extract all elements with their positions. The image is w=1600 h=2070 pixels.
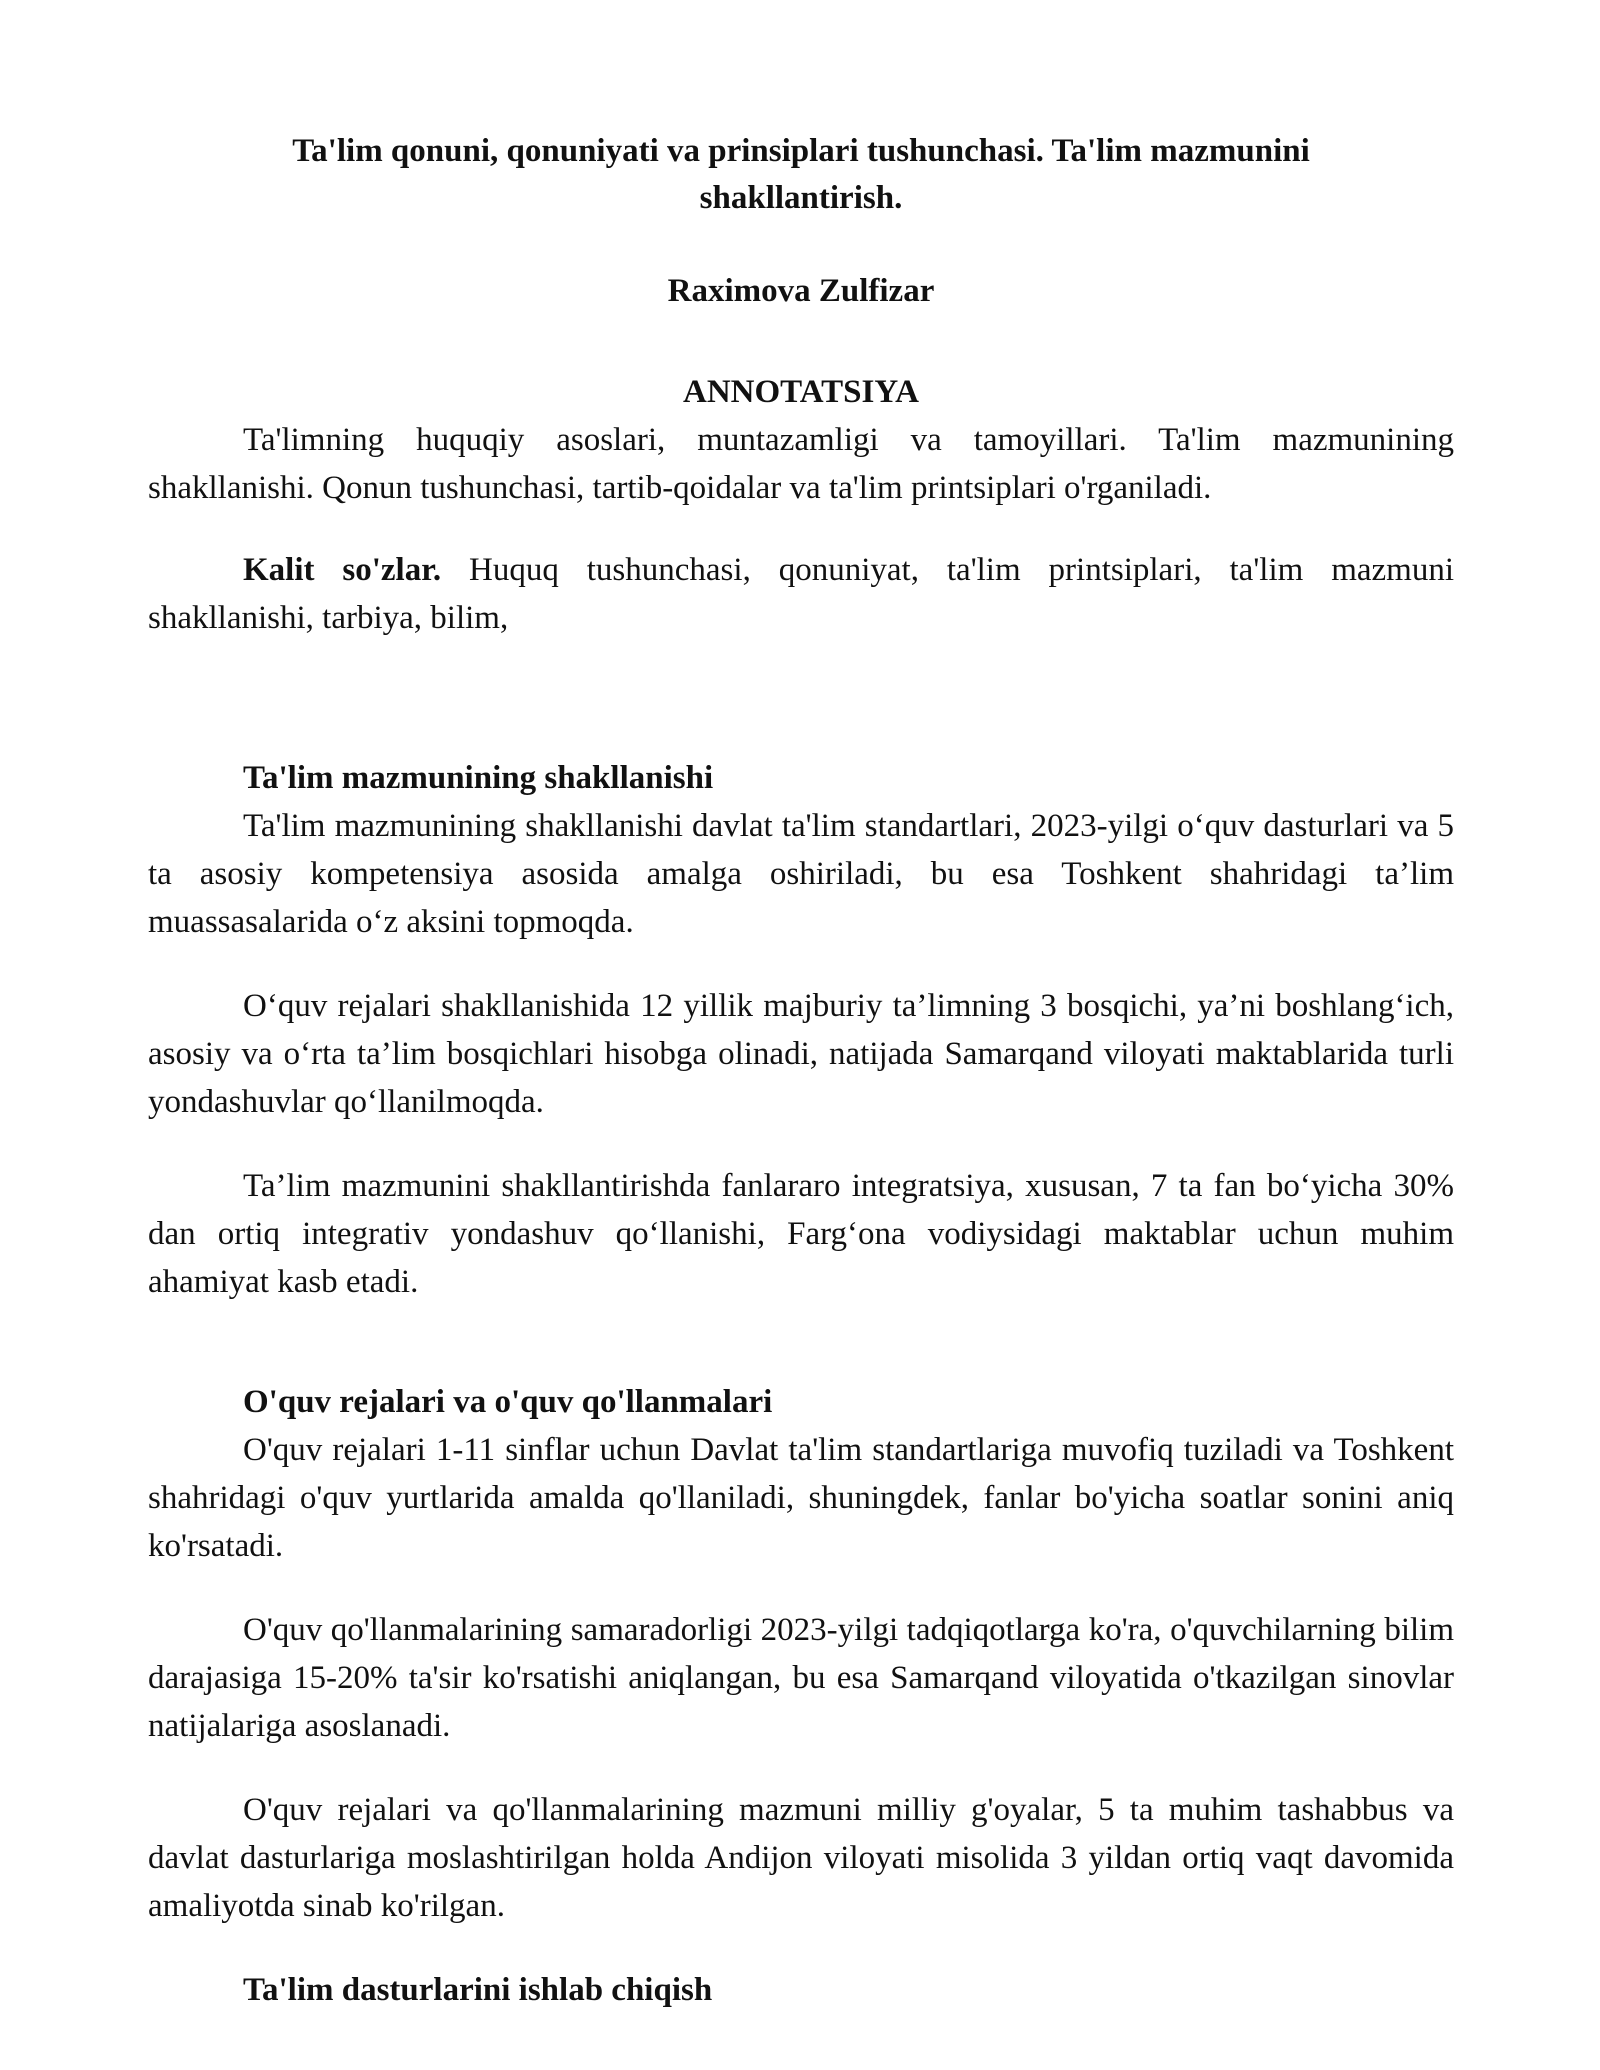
annotation-heading: ANNOTATSIYA [683,374,919,410]
author-name: Raximova Zulfizar [667,273,935,309]
keywords-text: Huquq tushunchasi, qonuniyat, ta'lim printsiplari, ta'lim mazmuni shakllanishi, tarbiya, bilim, [148,552,1454,636]
keywords-paragraph [148,546,1454,642]
annotation-text: Ta'limning huquqiy asoslari, muntazamligi va tamoyillari. Ta'lim mazmunining shakllanishi. Qonun tushunchasi, tartib-qoidalar va ta'lim printsiplari o'rganiladi. [148,422,1454,506]
section-paragraph: Ta'lim mazmunining shakllanishi davlat ta'lim standartlari, 2023-yilgi o‘quv dasturlari va 5 ta asosiy kompetensiya asosida amalga oshiriladi, bu esa Toshkent shahridagi ta’lim muassasalarida o‘z aksini topmoqda. [148,808,1454,940]
section-paragraph: O'quv rejalari 1-11 sinflar uchun Davlat ta'lim standartlariga muvofiq tuziladi va Toshkent shahridagi o'quv yurtlarida amalda qo'llaniladi, shuningdek, fanlar bo'yicha soatlar sonini aniq ko'rsatadi. [148,1432,1454,1564]
section-paragraph: O'quv qo'llanmalarining samaradorligi 2023-yilgi tadqiqotlarga ko'ra, o'quvchilarning bilim darajasiga 15-20% ta'sir ko'rsatishi aniqlangan, bu esa Samarqand viloyatida o'tkazilgan sinovlar natijalariga asoslanadi. [148,1612,1454,1744]
section-paragraph: O'quv rejalari va qo'llanmalarining mazmuni milliy g'oyalar, 5 ta muhim tashabbus va davlat dasturlariga moslashtirilgan holda Andijon viloyati misolida 3 yildan ortiq vaqt davomida amaliyotda sinab ko'rilgan. [148,1792,1454,1924]
document-page [148,128,1454,2014]
section-heading: O'quv rejalari va o'quv qo'llanmalari [243,1384,773,1420]
document-title: Ta'lim qonuni, qonuniyati va prinsiplari tushunchasi. Ta'lim mazmunini shakllantirish. [292,133,1310,216]
section-paragraph: O‘quv rejalari shakllanishida 12 yillik majburiy ta’limning 3 bosqichi, ya’ni boshlang‘ich, asosiy va o‘rta ta’lim bosqichlari hisobga olinadi, natijada Samarqand viloyati maktablarida turli yondashuvlar qo‘llanilmoqda. [148,988,1454,1120]
section-heading: Ta'lim mazmunining shakllanishi [243,760,714,796]
keywords-label: Kalit so'zlar. [243,552,442,588]
section-paragraph: Ta’lim mazmunini shakllantirishda fanlararo integratsiya, xususan, 7 ta fan bo‘yicha 30% dan ortiq integrativ yondashuv qo‘llanishi, Farg‘ona vodiysidagi maktablar uchun muhim ahamiyat kasb etadi. [148,1168,1454,1300]
section-heading: Ta'lim dasturlarini ishlab chiqish [243,1972,713,2008]
